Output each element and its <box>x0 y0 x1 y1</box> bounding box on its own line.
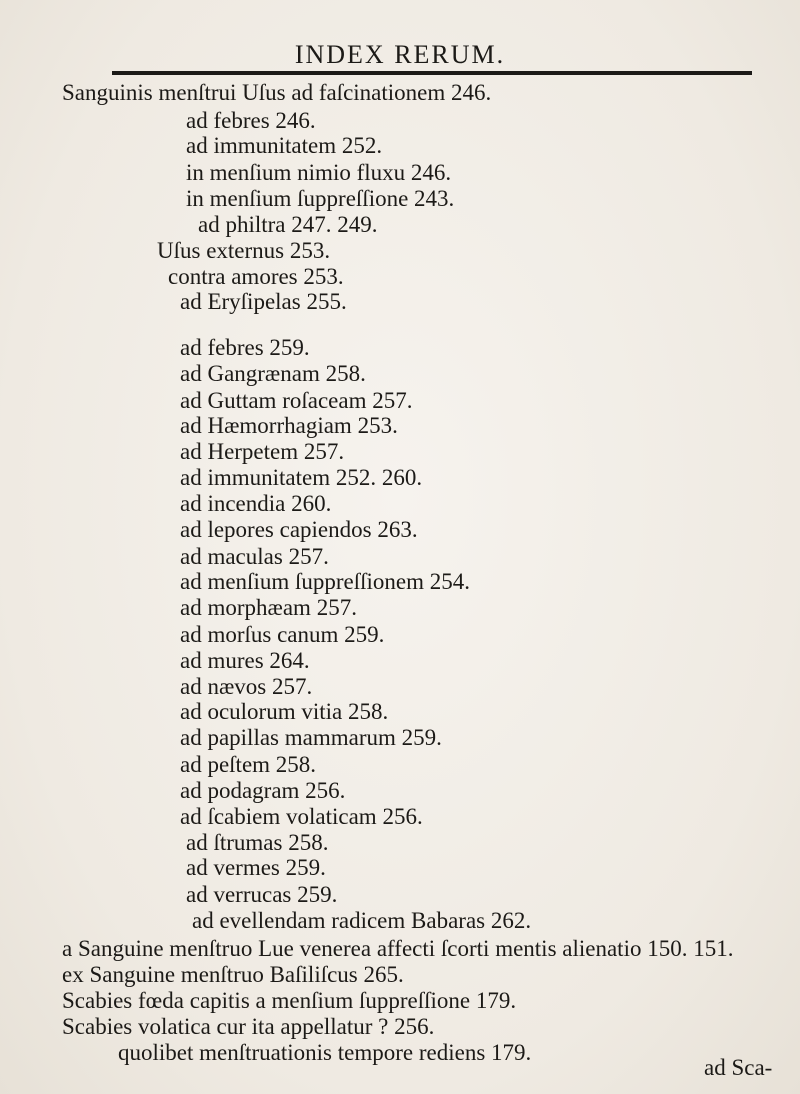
index-entry: Scabies fœda capitis a menſium ſuppreſſione 179. <box>62 988 517 1013</box>
index-entry: contra amores 253. <box>168 264 344 289</box>
index-entry: quolibet menſtruationis tempore rediens 179. <box>118 1040 532 1065</box>
index-entry: ad Guttam roſaceam 257. <box>180 388 413 413</box>
index-entry: ad philtra 247. 249. <box>198 212 378 237</box>
index-entry: ad podagram 256. <box>180 778 346 803</box>
index-entry: Uſus externus 253. <box>157 238 331 263</box>
index-entry: ad Hæmorrhagiam 253. <box>180 413 398 438</box>
index-entry: ad febres 246. <box>186 108 316 133</box>
index-entry: ad ſcabiem volaticam 256. <box>180 804 423 829</box>
index-entry: ad menſium ſuppreſſionem 254. <box>180 569 471 594</box>
page-header: INDEX RERUM. <box>294 40 506 69</box>
index-entry: ad vermes 259. <box>186 855 326 880</box>
index-entry: ad Gangrænam 258. <box>180 361 366 386</box>
index-entry: ad incendia 260. <box>180 491 332 516</box>
index-entry: ad morſus canum 259. <box>180 622 385 647</box>
index-entry: in menſium ſuppreſſione 243. <box>186 186 455 211</box>
index-entry: in menſium nimio fluxu 246. <box>186 160 452 185</box>
index-entry: ad papillas mammarum 259. <box>180 725 442 750</box>
index-entry: ad immunitatem 252. 260. <box>180 465 423 490</box>
index-entry: ad Eryſipelas 255. <box>180 289 347 314</box>
index-entry: ex Sanguine menſtruo Baſiliſcus 265. <box>62 962 404 987</box>
index-entry: ad maculas 257. <box>180 544 329 569</box>
index-entry: ad evellendam radicem Babaras 262. <box>192 908 532 933</box>
index-entry: ad nævos 257. <box>180 674 313 699</box>
index-entry: ad verrucas 259. <box>186 882 338 907</box>
index-entry: ad immunitatem 252. <box>186 133 383 158</box>
index-entry: a Sanguine menſtruo Lue venerea affecti ſcorti mentis alienatio 150. 151. <box>62 936 734 961</box>
index-entry: ad febres 259. <box>180 335 310 360</box>
index-entry: ad oculorum vitia 258. <box>180 699 389 724</box>
index-entry: ad mures 264. <box>180 648 310 673</box>
header-rule <box>112 71 752 75</box>
index-entry: Scabies volatica cur ita appellatur ? 256. <box>62 1014 435 1039</box>
index-entry: ad ſtrumas 258. <box>186 830 329 855</box>
index-entry: ad Herpetem 257. <box>180 439 345 464</box>
catchword: ad Sca- <box>704 1055 773 1080</box>
index-entry: Sanguinis menſtrui Uſus ad faſcinationem 246. <box>62 80 492 105</box>
index-entry: ad peſtem 258. <box>180 752 317 777</box>
index-entry: ad morphæam 257. <box>180 595 357 620</box>
index-entry: ad lepores capiendos 263. <box>180 517 418 542</box>
